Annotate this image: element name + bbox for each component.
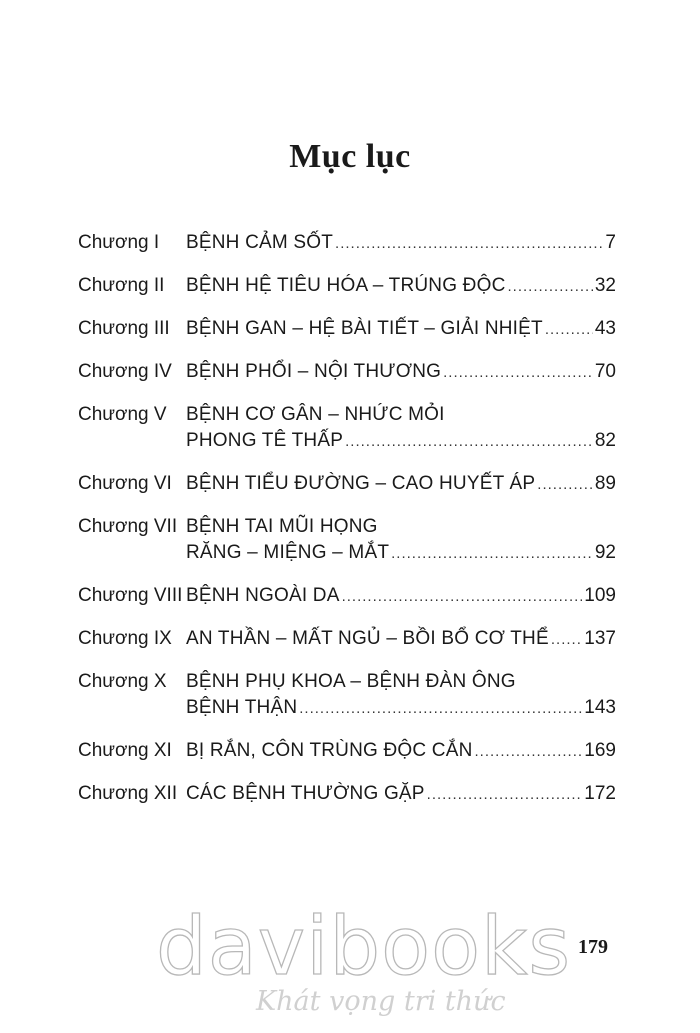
chapter-label: Chương XII	[78, 783, 178, 804]
chapter-page-number: 109	[584, 585, 616, 606]
chapter-page-number: 143	[584, 697, 616, 718]
dot-leader	[537, 476, 593, 493]
chapter-page-number: 89	[594, 473, 616, 494]
dot-leader	[299, 700, 582, 717]
chapter-title-continued: PHONG TÊ THẤP	[186, 430, 344, 451]
toc-entry	[78, 628, 616, 654]
chapter-title: BỆNH NGOÀI DA	[186, 585, 340, 606]
chapter-label: Chương IV	[78, 361, 172, 382]
watermark-slogan: Khát vọng tri thức	[256, 986, 506, 1017]
chapter-label: Chương X	[78, 671, 167, 692]
chapter-label: Chương I	[78, 232, 160, 253]
chapter-label: Chương VII	[78, 516, 178, 537]
chapter-title: BỆNH CƠ GÂN – NHỨC MỎI	[186, 404, 445, 425]
toc-entry	[78, 318, 616, 344]
chapter-title: BỊ RẮN, CÔN TRÙNG ĐỘC CẮN	[186, 740, 473, 761]
table-of-contents	[78, 232, 616, 826]
chapter-label: Chương II	[78, 275, 165, 296]
dot-leader	[391, 545, 593, 562]
chapter-label: Chương XI	[78, 740, 172, 761]
dot-leader	[475, 743, 583, 760]
chapter-title: BỆNH TIỂU ĐƯỜNG – CAO HUYẾT ÁP	[186, 473, 536, 494]
dot-leader	[345, 433, 593, 450]
dot-leader	[508, 278, 593, 295]
chapter-label: Chương IX	[78, 628, 172, 649]
chapter-page-number: 137	[584, 628, 616, 649]
chapter-title-continued: RĂNG – MIỆNG – MẮT	[186, 542, 390, 563]
chapter-title: BỆNH PHỔI – NỘI THƯƠNG	[186, 361, 442, 382]
chapter-title: BỆNH GAN – HỆ BÀI TIẾT – GIẢI NHIỆT	[186, 318, 543, 339]
chapter-title: BỆNH HỆ TIÊU HÓA – TRÚNG ĐỘC	[186, 275, 506, 296]
chapter-label: Chương VIII	[78, 585, 183, 606]
dot-leader	[342, 588, 583, 605]
chapter-page-number: 7	[605, 232, 616, 253]
dot-leader	[545, 321, 593, 338]
toc-entry	[78, 671, 616, 723]
toc-entry	[78, 740, 616, 766]
dot-leader	[551, 631, 582, 648]
chapter-label: Chương V	[78, 404, 167, 425]
dot-leader	[335, 235, 603, 252]
page-number: 179	[578, 936, 608, 958]
chapter-page-number: 169	[584, 740, 616, 761]
toc-entry	[78, 783, 616, 809]
chapter-title-continued: BỆNH THẬN	[186, 697, 298, 718]
chapter-page-number: 32	[594, 275, 616, 296]
chapter-page-number: 43	[594, 318, 616, 339]
chapter-title: BỆNH TAI MŨI HỌNG	[186, 516, 378, 537]
chapter-page-number: 92	[594, 542, 616, 563]
chapter-page-number: 172	[584, 783, 616, 804]
toc-entry	[78, 361, 616, 387]
chapter-title: BỆNH CẢM SỐT	[186, 232, 334, 253]
chapter-title: AN THẦN – MẤT NGỦ – BỒI BỔ CƠ THỂ	[186, 628, 549, 649]
chapter-label: Chương III	[78, 318, 170, 339]
page-title: Mục lục	[289, 138, 411, 175]
toc-entry	[78, 516, 616, 568]
toc-entry	[78, 404, 616, 456]
toc-entry	[78, 232, 616, 258]
chapter-page-number: 82	[594, 430, 616, 451]
chapter-title: CÁC BỆNH THƯỜNG GẶP	[186, 783, 425, 804]
dot-leader	[427, 786, 583, 803]
toc-entry	[78, 585, 616, 611]
chapter-label: Chương VI	[78, 473, 172, 494]
toc-entry	[78, 275, 616, 301]
chapter-title: BỆNH PHỤ KHOA – BỆNH ĐÀN ÔNG	[186, 671, 516, 692]
dot-leader	[443, 364, 593, 381]
watermark-logo: davibooks	[156, 900, 572, 993]
chapter-page-number: 70	[594, 361, 616, 382]
toc-entry	[78, 473, 616, 499]
